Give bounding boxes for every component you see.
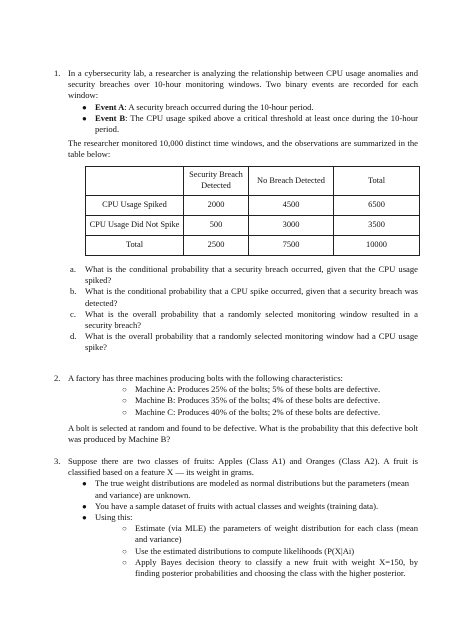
event-list — [68, 102, 418, 136]
table-cell: 7500 — [249, 236, 334, 256]
question-intro: In a cybersecurity lab, a researcher is analyzing the relationship between CPU usage anomalies and security breaches over 10-hour monitoring windows. Two binary events are recorded for each window: — [68, 68, 418, 101]
table-header-cell: Total — [334, 167, 420, 196]
table-cell: 10000 — [334, 236, 420, 256]
part-text: What is the overall probability that a randomly selected monitoring window resulted in a security breach? — [85, 308, 418, 331]
sub-item — [68, 523, 418, 545]
table-cell: 2000 — [184, 196, 249, 216]
machine-item — [68, 384, 418, 395]
part-label: c. — [70, 308, 76, 319]
bullet-item — [68, 478, 418, 500]
sub-list — [68, 523, 418, 579]
event-b-item — [68, 113, 418, 135]
machine-item — [68, 407, 418, 418]
table-header-cell: Security Breach Detected — [184, 167, 249, 196]
bullet-icon: ● — [82, 479, 87, 489]
machine-text: Machine B: Produces 35% of the bolts; 4% of these bolts are defective. — [135, 395, 381, 406]
question-text: A bolt is selected at random and found to be defective. What is the probability that this defective bolt was produced by Machine B? — [68, 423, 418, 445]
table-cell: 500 — [184, 216, 249, 236]
q2-question — [68, 423, 418, 445]
part-text: What is the conditional probability that a security breach occurred, given that the CPU usage spiked? — [85, 264, 418, 286]
question-2 — [54, 373, 418, 418]
sub-item — [68, 546, 418, 557]
table-row — [86, 216, 420, 236]
circle-bullet-icon: ○ — [122, 557, 127, 567]
machine-list — [68, 384, 418, 418]
table-row — [86, 236, 420, 256]
sub-item — [68, 557, 418, 579]
question-number: 1. — [54, 68, 61, 78]
bullet-text: The true weight distributions are modeled as normal distributions but the parameters (mean and variance) are unknown. — [95, 478, 410, 500]
sub-text: Estimate (via MLE) the parameters of weight distribution for each class (mean and variance) — [135, 523, 418, 545]
event-text: : A security breach occurred during the 10-hour period. — [124, 101, 314, 112]
table-header-row — [86, 167, 420, 196]
q1-summary — [68, 138, 418, 160]
table-cell: 6500 — [334, 196, 420, 216]
part-text: What is the conditional probability that a CPU spike occurred, given that a security breach was detected? — [85, 286, 418, 308]
part-label: a. — [70, 264, 76, 274]
circle-bullet-icon: ○ — [122, 524, 127, 534]
table-cell: 4500 — [249, 196, 334, 216]
question-number: 2. — [54, 373, 61, 383]
machine-item — [68, 395, 418, 406]
part-text: What is the overall probability that a randomly selected monitoring window had a CPU usage spike? — [85, 331, 418, 353]
circle-bullet-icon: ○ — [122, 396, 127, 406]
question-intro: A factory has three machines producing bolts with the following characteristics: — [68, 373, 343, 383]
sub-text: Apply Bayes decision theory to classify a new fruit with weight X=150, by finding posterior probabilities and choosing the class with the higher posterior. — [135, 556, 418, 579]
observation-table — [85, 166, 420, 256]
table-cell: CPU Usage Spiked — [86, 196, 184, 216]
table-cell: 2500 — [184, 236, 249, 256]
event-text: : The CPU usage spiked above a critical threshold at least once during the 10-hour period. — [95, 112, 418, 135]
summary-text: The researcher monitored 10,000 distinct time windows, and the observations are summarized in the table below: — [68, 138, 418, 160]
bullet-icon: ● — [82, 113, 87, 123]
part-label: b. — [70, 286, 77, 297]
part-item — [68, 331, 418, 353]
bullet-icon: ● — [82, 102, 87, 112]
bullet-text: You have a sample dataset of fruits with actual classes and weights (training data). — [95, 500, 379, 511]
bullet-icon: ● — [82, 501, 87, 511]
table-header-cell — [86, 167, 184, 196]
table-cell: 3500 — [334, 216, 420, 236]
part-item — [68, 309, 418, 331]
sub-text: Use the estimated distributions to compute likelihoods (P(X|Ai) — [135, 545, 355, 556]
part-list — [68, 264, 418, 354]
table-cell: Total — [86, 236, 184, 256]
question-1 — [54, 68, 418, 135]
part-label: d. — [70, 331, 77, 342]
event-name: Event B — [95, 112, 126, 123]
part-item — [68, 264, 418, 286]
machine-text: Machine A: Produces 25% of the bolts; 5% of these bolts are defective. — [135, 384, 381, 395]
bullet-item — [68, 512, 418, 523]
table-cell: 3000 — [249, 216, 334, 236]
bullet-item — [68, 501, 418, 512]
table-cell: CPU Usage Did Not Spike — [86, 216, 184, 236]
event-a-item — [68, 102, 418, 113]
machine-text: Machine C: Produces 40% of the bolts; 2% of these bolts are defective. — [135, 406, 381, 417]
question-intro: Suppose there are two classes of fruits: Apples (Class A1) and Oranges (Class A2). A fruit is classified based on a feature X — its weight in grams. — [68, 456, 418, 478]
table-header-cell: No Breach Detected — [249, 167, 334, 196]
event-name: Event A — [95, 101, 125, 112]
part-item — [68, 286, 418, 308]
q1-parts — [68, 264, 418, 354]
bullet-list — [68, 478, 418, 523]
question-3 — [54, 456, 418, 579]
circle-bullet-icon: ○ — [122, 407, 127, 417]
table-row — [86, 196, 420, 216]
bullet-text: Using this: — [95, 512, 133, 523]
question-number: 3. — [54, 456, 61, 466]
bullet-icon: ● — [82, 513, 87, 523]
circle-bullet-icon: ○ — [122, 546, 127, 556]
circle-bullet-icon: ○ — [122, 385, 127, 395]
